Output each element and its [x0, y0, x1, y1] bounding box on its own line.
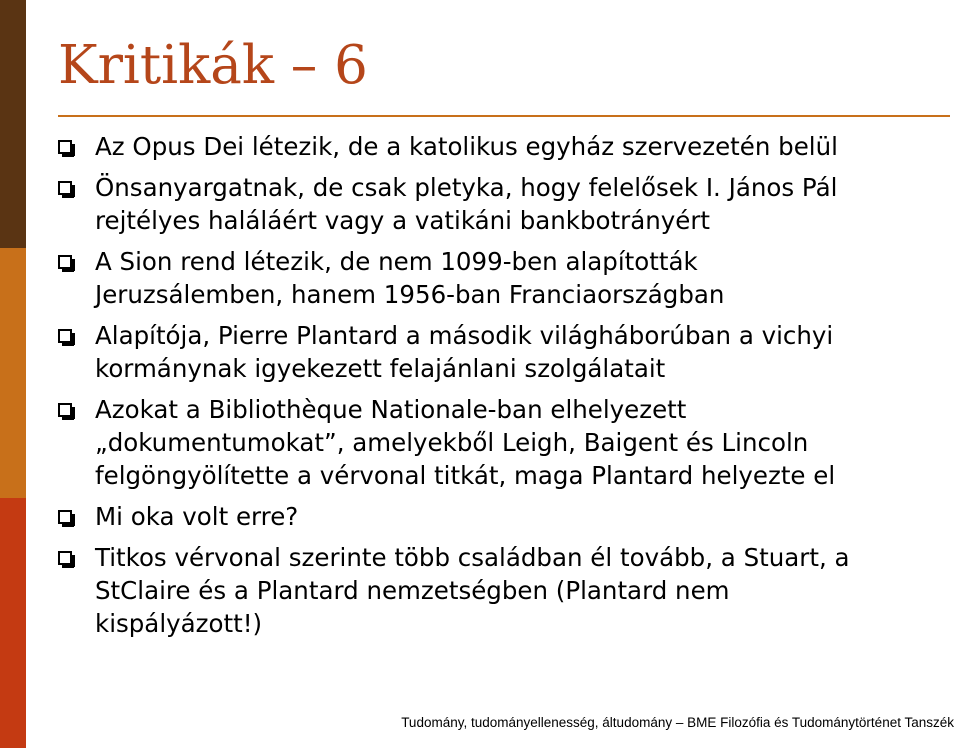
footer-text: Tudomány, tudományellenesség, áltudomány – BME Filozófia és Tudománytörténet Tanszék: [401, 715, 954, 730]
bullet-text-line: Jeruzsálemben, hanem 1956-ban Franciaországban: [95, 280, 725, 309]
bullet-text-line: „dokumentumokat”, amelyekből Leigh, Baigent és Lincoln: [95, 428, 809, 457]
bullet-text-line: Azokat a Bibliothèque Nationale-ban elhelyezett: [95, 395, 687, 424]
bullet-text-line: StClaire és a Plantard nemzetségben (Plantard nem: [95, 576, 730, 605]
square-bullet-icon: [58, 181, 72, 195]
square-bullet-icon: [58, 255, 72, 269]
sidebar-stripe-bottom: [0, 498, 26, 748]
title-divider: [58, 115, 950, 117]
bullet-text-line: Titkos vérvonal szerinte több családban él tovább, a Stuart, a: [95, 543, 850, 572]
square-bullet-icon: [58, 510, 72, 524]
bullet-item: [58, 393, 948, 492]
bullet-text-line: Az Opus Dei létezik, de a katolikus egyház szervezetén belül: [95, 132, 838, 161]
bullet-text-line: Önsanyargatnak, de csak pletyka, hogy felelősek I. János Pál: [95, 173, 838, 202]
square-bullet-icon: [58, 403, 72, 417]
square-bullet-icon: [58, 329, 72, 343]
square-bullet-icon: [58, 551, 72, 565]
slide-title: Kritikák – 6: [58, 35, 368, 96]
bullet-text-line: kispályázott!): [95, 609, 263, 638]
sidebar-stripe-top: [0, 0, 26, 248]
bullet-item: [58, 541, 948, 640]
bullet-text-line: kormánynak igyekezett felajánlani szolgálatait: [95, 354, 666, 383]
bullet-text-line: felgöngyölítette a vérvonal titkát, maga Plantard helyezte el: [95, 461, 836, 490]
bullet-text-line: Mi oka volt erre?: [95, 502, 299, 531]
sidebar-stripe-middle: [0, 248, 26, 498]
bullet-item: [58, 500, 948, 533]
bullet-item: [58, 245, 948, 311]
bullet-text-line: Alapítója, Pierre Plantard a második világháborúban a vichyi: [95, 321, 834, 350]
bullet-item: [58, 171, 948, 237]
bullet-item: [58, 130, 948, 163]
bullet-list: [58, 130, 948, 648]
bullet-text-line: rejtélyes haláláért vagy a vatikáni bankbotrányért: [95, 206, 711, 235]
bullet-text-line: A Sion rend létezik, de nem 1099-ben alapították: [95, 247, 698, 276]
bullet-item: [58, 319, 948, 385]
square-bullet-icon: [58, 140, 72, 154]
